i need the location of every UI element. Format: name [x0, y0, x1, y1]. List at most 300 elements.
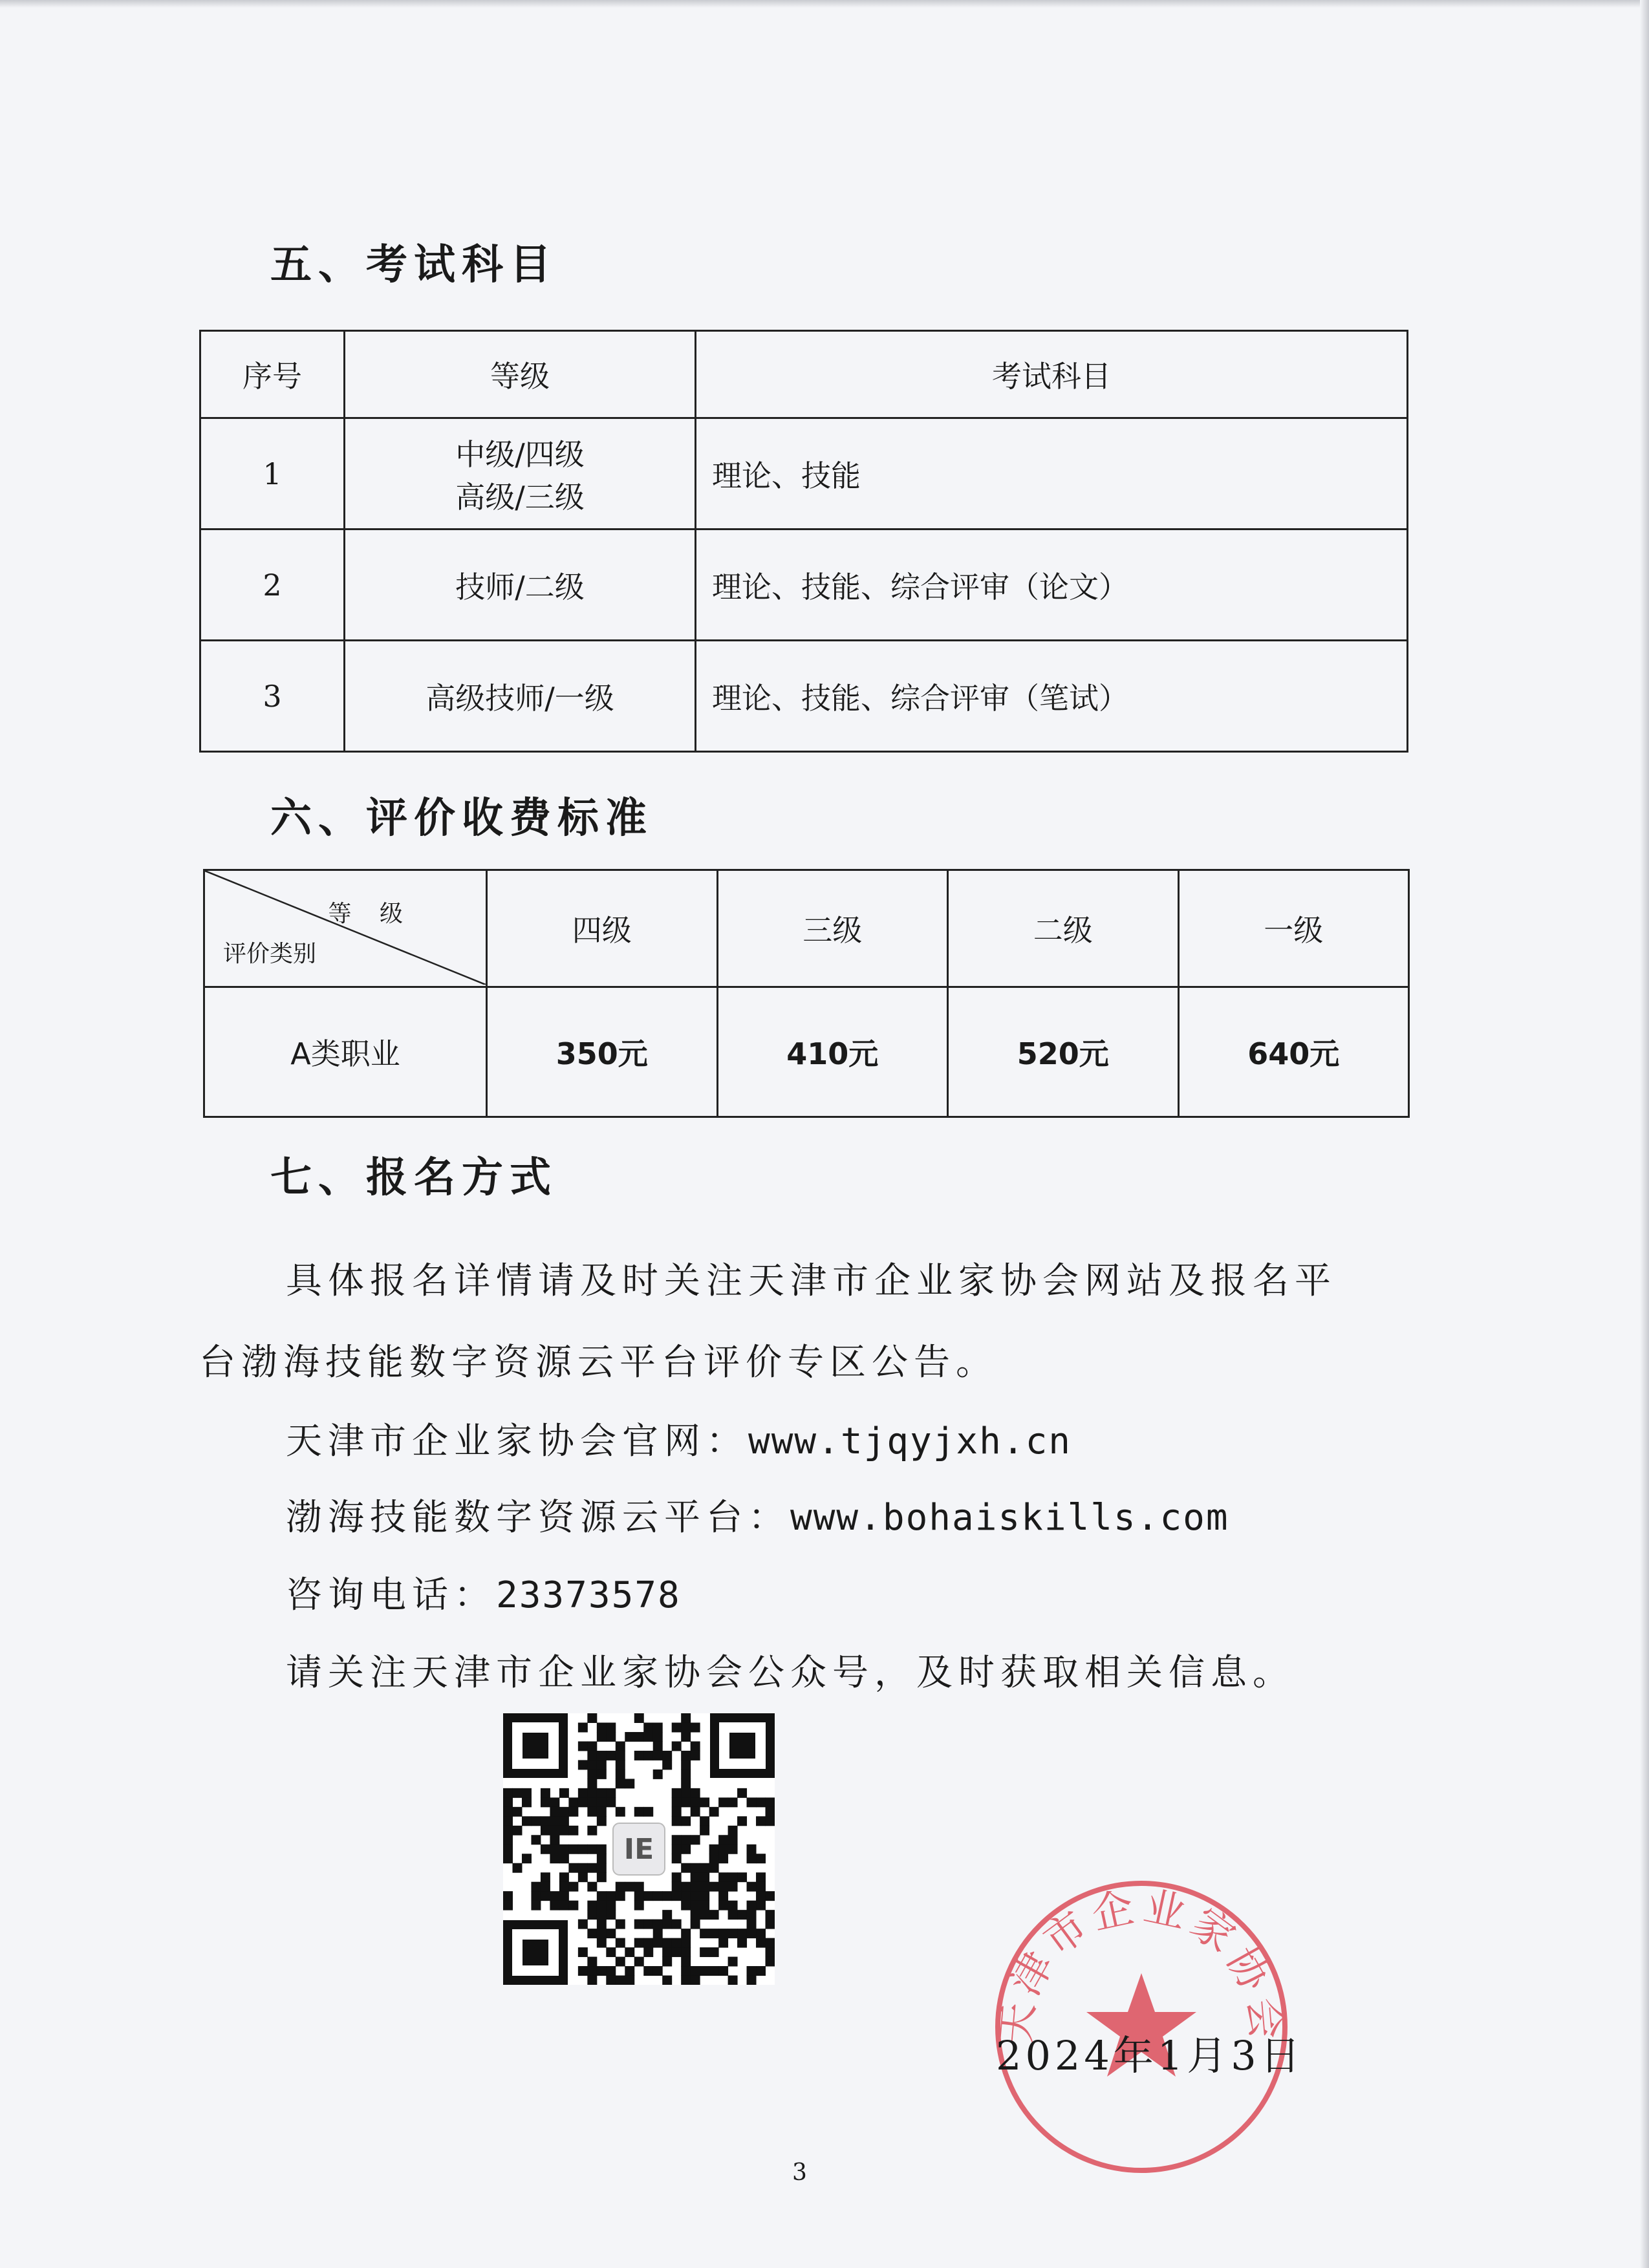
qr-module [662, 1957, 672, 1967]
qr-module [550, 1891, 559, 1901]
qr-module [616, 1741, 625, 1751]
qr-module [747, 1920, 757, 1929]
qr-module [681, 1816, 691, 1826]
qr-module [616, 1807, 625, 1817]
qr-module [756, 1854, 766, 1863]
phone-line [286, 1567, 681, 1618]
qr-module [578, 1788, 588, 1798]
qr-module [709, 1929, 719, 1938]
qr-module [531, 1835, 541, 1845]
qr-module [550, 1797, 559, 1807]
header-level-3: 三级 [717, 870, 948, 987]
qr-module [681, 1947, 691, 1957]
qr-module [681, 1797, 691, 1807]
qr-module [681, 1891, 691, 1901]
qr-module [578, 1966, 588, 1976]
registration-paragraph-line2: 台渤海技能数字资源云平台评价专区公告。 [199, 1342, 998, 1384]
qr-module [737, 1816, 747, 1826]
qr-module [568, 1845, 578, 1854]
qr-module [606, 1732, 616, 1742]
qr-module [522, 1788, 532, 1798]
qr-module [653, 1722, 663, 1732]
qr-module [625, 1966, 634, 1976]
qr-module [700, 1816, 709, 1826]
qr-module [728, 1797, 738, 1807]
qr-module [681, 1929, 691, 1938]
qr-module [766, 1920, 775, 1929]
qr-center-logo: IE [623, 1833, 654, 1866]
header-no: 序号 [200, 331, 345, 418]
qr-module [616, 1976, 625, 1985]
qr-module [503, 1797, 513, 1807]
qr-module [747, 1901, 757, 1910]
qr-module [728, 1882, 738, 1892]
qr-module [756, 1882, 766, 1892]
qr-module [653, 1732, 663, 1742]
qr-module [597, 1938, 607, 1948]
qr-module [634, 1807, 644, 1817]
table-row [204, 987, 1409, 1117]
qr-module [597, 1854, 607, 1863]
qr-module [634, 1957, 644, 1967]
platform-line [286, 1489, 1229, 1541]
qr-module [737, 1929, 747, 1938]
qr-module [606, 1976, 616, 1985]
qr-module [672, 1938, 682, 1948]
platform-label: 渤海技能数字资源云平台： [286, 1497, 790, 1539]
qr-module [681, 1770, 691, 1779]
qr-module [625, 1976, 634, 1985]
row-subjects: 理论、技能 [696, 418, 1408, 530]
qr-module [634, 1901, 644, 1910]
qr-module [766, 1947, 775, 1957]
qr-module [578, 1760, 588, 1770]
header-level-4: 四级 [487, 870, 718, 987]
qr-module [756, 1797, 766, 1807]
table-row [200, 641, 1408, 752]
qr-module [559, 1807, 569, 1817]
phone-label: 咨询电话： [286, 1574, 496, 1616]
qr-module [653, 1938, 663, 1948]
qr-module [578, 1797, 588, 1807]
qr-module [587, 1957, 597, 1967]
qr-module [587, 1976, 597, 1985]
qr-module [691, 1976, 700, 1985]
qr-module [597, 1966, 607, 1976]
qr-module [681, 1957, 691, 1967]
qr-module [681, 1713, 691, 1723]
qr-module [709, 1882, 719, 1892]
qr-module [512, 1807, 522, 1817]
qr-module [700, 1882, 709, 1892]
qr-module [587, 1882, 597, 1892]
row-no: 2 [200, 530, 345, 641]
qr-module [709, 1854, 719, 1863]
qr-module [578, 1920, 588, 1929]
qr-module [718, 1929, 728, 1938]
qr-module [691, 1882, 700, 1892]
qr-module [625, 1947, 634, 1957]
qr-module [662, 1760, 672, 1770]
row-category: A类职业 [204, 987, 487, 1117]
qr-module [672, 1854, 682, 1863]
qr-module [606, 1966, 616, 1976]
qr-module [522, 1816, 532, 1826]
qr-module [522, 1797, 532, 1807]
row-no: 1 [200, 418, 345, 530]
qr-module [691, 1722, 700, 1732]
scan-edge-right [1640, 0, 1649, 2268]
qr-module [559, 1845, 569, 1854]
qr-module [559, 1891, 569, 1901]
row-level: 技师/二级 [345, 530, 696, 641]
qr-module [634, 1882, 644, 1892]
qr-module [691, 1920, 700, 1929]
qr-module [718, 1938, 728, 1948]
qr-module [747, 1882, 757, 1892]
qr-module [747, 1910, 757, 1920]
qr-module [503, 1835, 513, 1845]
qr-module [587, 1863, 597, 1873]
qr-module [672, 1845, 682, 1854]
qr-module [737, 1788, 747, 1798]
qr-module [662, 1910, 672, 1920]
qr-module [606, 1891, 616, 1901]
qr-module [747, 1966, 757, 1976]
row-level: 高级技师/一级 [345, 641, 696, 752]
qr-module [681, 1863, 691, 1873]
qr-module [728, 1826, 738, 1835]
qr-module [634, 1751, 644, 1760]
qr-module [681, 1760, 691, 1770]
qr-module [681, 1751, 691, 1760]
qr-module [616, 1770, 625, 1779]
qr-module [691, 1891, 700, 1901]
qr-module [597, 1910, 607, 1920]
row-subjects: 理论、技能、综合评审（笔试） [696, 641, 1408, 752]
qr-module [625, 1779, 634, 1788]
qr-module [700, 1826, 709, 1835]
qr-module [531, 1816, 541, 1826]
qr-module [568, 1882, 578, 1892]
qr-module [691, 1872, 700, 1882]
qr-module [587, 1760, 597, 1770]
qr-module [672, 1872, 682, 1882]
website-line [286, 1413, 1072, 1464]
qr-module [709, 1947, 719, 1957]
qr-module [587, 1807, 597, 1817]
qr-module [653, 1929, 663, 1938]
qr-module [653, 1966, 663, 1976]
qr-module [662, 1976, 672, 1985]
qr-module [550, 1854, 559, 1863]
qr-module [578, 1947, 588, 1957]
scan-edge-top [0, 0, 1649, 8]
qr-module [718, 1835, 728, 1845]
qr-module [691, 1751, 700, 1760]
section6-heading: 六、评价收费标准 [270, 795, 653, 842]
qr-module [643, 1947, 653, 1957]
qr-module [766, 1891, 775, 1901]
qr-module [541, 1872, 550, 1882]
qr-module [747, 1845, 757, 1854]
qr-module [700, 1910, 709, 1920]
qr-module [597, 1929, 607, 1938]
qr-module [568, 1807, 578, 1817]
qr-module [559, 1826, 569, 1835]
qr-module [718, 1797, 728, 1807]
qr-module [653, 1891, 663, 1901]
qr-module [587, 1797, 597, 1807]
header-level-2: 二级 [948, 870, 1179, 987]
qr-module [606, 1788, 616, 1798]
qr-module [550, 1835, 559, 1845]
qr-module [672, 1797, 682, 1807]
qr-module [541, 1882, 550, 1892]
qr-module [578, 1722, 588, 1732]
qr-module [681, 1788, 691, 1798]
qr-module [709, 1845, 719, 1854]
qr-module [597, 1891, 607, 1901]
qr-module [700, 1872, 709, 1882]
qr-module [578, 1872, 588, 1882]
qr-module [672, 1882, 682, 1892]
row-no: 3 [200, 641, 345, 752]
qr-module [747, 1854, 757, 1863]
qr-module [728, 1835, 738, 1845]
diagonal-corner-cell [204, 870, 487, 987]
qr-module [550, 1826, 559, 1835]
qr-module [756, 1929, 766, 1938]
qr-module [700, 1929, 709, 1938]
qr-module [597, 1807, 607, 1817]
qr-module [606, 1722, 616, 1732]
corner-level-label: 等 级 [328, 901, 413, 927]
qr-module [728, 1910, 738, 1920]
qr-module [643, 1807, 653, 1817]
qr-module [672, 1807, 682, 1817]
qr-module [672, 1788, 682, 1798]
qr-module [653, 1751, 663, 1760]
qr-module [672, 1947, 682, 1957]
exam-subjects-table [199, 330, 1408, 753]
qr-module [709, 1966, 719, 1976]
qr-module [728, 1929, 738, 1938]
qr-module [643, 1966, 653, 1976]
qr-module [597, 1732, 607, 1742]
qr-module [606, 1751, 616, 1760]
qr-module [766, 1816, 775, 1826]
qr-module [643, 1751, 653, 1760]
qr-module [597, 1751, 607, 1760]
qr-module [541, 1845, 550, 1854]
qr-module [550, 1816, 559, 1826]
follow-note: 请关注天津市企业家协会公众号，及时获取相关信息。 [286, 1652, 1295, 1694]
qr-module [616, 1779, 625, 1788]
qr-module [718, 1872, 728, 1882]
website-url: www.tjqyjxh.cn [748, 1420, 1072, 1462]
qr-module [709, 1807, 719, 1817]
qr-module [568, 1863, 578, 1873]
qr-module [559, 1901, 569, 1910]
qr-module [756, 1966, 766, 1976]
qr-module [691, 1910, 700, 1920]
qr-module [718, 1845, 728, 1854]
section5-heading: 五、考试科目 [270, 241, 557, 289]
qr-module [531, 1891, 541, 1901]
qr-module [616, 1938, 625, 1948]
document-date: 2024年1月3日 [996, 2032, 1304, 2079]
qr-module [616, 1751, 625, 1760]
qr-module [597, 1760, 607, 1770]
qr-module [606, 1910, 616, 1920]
qr-module [718, 1891, 728, 1901]
qr-module [766, 1910, 775, 1920]
qr-module [747, 1976, 757, 1985]
qr-module [634, 1938, 644, 1948]
page-number: 3 [792, 2159, 807, 2186]
qr-module [681, 1845, 691, 1854]
phone-number: 23373578 [496, 1574, 681, 1616]
qr-module [766, 1807, 775, 1817]
qr-module [691, 1807, 700, 1817]
qr-module [550, 1901, 559, 1910]
qr-module [672, 1835, 682, 1845]
qr-module [559, 1872, 569, 1882]
qr-module [541, 1788, 550, 1798]
qr-module [587, 1788, 597, 1798]
qr-module [756, 1872, 766, 1882]
qr-module [512, 1826, 522, 1835]
qr-module [756, 1891, 766, 1901]
qr-module [700, 1863, 709, 1873]
qr-module [606, 1797, 616, 1807]
qr-module [587, 1713, 597, 1723]
qr-module [587, 1779, 597, 1788]
seal-text: 天津市企业家协会 [992, 1883, 1291, 2046]
qr-module [587, 1901, 597, 1910]
qr-module [653, 1741, 663, 1751]
qr-module [587, 1770, 597, 1779]
table-header-row [200, 331, 1408, 418]
qr-module [616, 1891, 625, 1901]
qr-module [616, 1957, 625, 1967]
qr-module [512, 1863, 522, 1873]
qr-module [503, 1816, 513, 1826]
qr-module [616, 1760, 625, 1770]
qr-module [606, 1901, 616, 1910]
qr-module [503, 1788, 513, 1798]
qr-module [578, 1845, 588, 1854]
qr-module [709, 1910, 719, 1920]
qr-module [587, 1966, 597, 1976]
qr-module [756, 1816, 766, 1826]
qr-module [597, 1863, 607, 1873]
qr-module [597, 1920, 607, 1929]
qr-module [737, 1938, 747, 1948]
qr-module [700, 1901, 709, 1910]
qr-module [634, 1732, 644, 1742]
qr-module [522, 1854, 532, 1863]
qr-module [634, 1920, 644, 1929]
qr-module [643, 1891, 653, 1901]
qr-module [587, 1845, 597, 1854]
qr-module [681, 1901, 691, 1910]
qr-module [672, 1816, 682, 1826]
qr-module [503, 1807, 513, 1817]
qr-module [662, 1938, 672, 1948]
qr-module [709, 1863, 719, 1873]
qr-module [681, 1882, 691, 1892]
qr-module [587, 1751, 597, 1760]
qr-module [559, 1788, 569, 1798]
qr-module [681, 1976, 691, 1985]
table-row [200, 418, 1408, 530]
row-level [345, 418, 696, 530]
qr-module [616, 1882, 625, 1892]
fee-standard-table [203, 869, 1410, 1118]
qr-module [737, 1872, 747, 1882]
registration-paragraph-line1: 具体报名详情请及时关注天津市企业家协会网站及报名平 [286, 1260, 1337, 1302]
qr-module [672, 1920, 682, 1929]
qr-module [597, 1901, 607, 1910]
qr-module [578, 1863, 588, 1873]
qr-module [541, 1891, 550, 1901]
header-subjects: 考试科目 [696, 331, 1408, 418]
section7-heading: 七、报名方式 [270, 1154, 557, 1202]
qr-module [587, 1929, 597, 1938]
qr-module [541, 1816, 550, 1826]
qr-module [616, 1920, 625, 1929]
qr-module [597, 1797, 607, 1807]
qr-module [700, 1891, 709, 1901]
qr-module [643, 1732, 653, 1742]
qr-module [718, 1882, 728, 1892]
qr-module [672, 1891, 682, 1901]
qr-module [672, 1722, 682, 1732]
qr-module [756, 1938, 766, 1948]
row-level-line1: 中级/四级 [455, 436, 585, 472]
qr-module [568, 1901, 578, 1910]
qr-module [728, 1976, 738, 1985]
qr-module [587, 1910, 597, 1920]
qr-module [597, 1788, 607, 1798]
table-header-row [204, 870, 1409, 987]
qr-module [625, 1732, 634, 1742]
qr-module [756, 1901, 766, 1910]
qr-module [643, 1938, 653, 1948]
qr-module [587, 1826, 597, 1835]
qr-module [681, 1966, 691, 1976]
qr-module [503, 1826, 513, 1835]
qr-module [634, 1891, 644, 1901]
corner-category-label: 评价类别 [223, 941, 317, 967]
qr-module [643, 1722, 653, 1732]
qr-module [559, 1854, 569, 1863]
fee-level-3: 410元 [717, 987, 948, 1117]
qr-module [578, 1741, 588, 1751]
qr-module [662, 1920, 672, 1929]
qr-module [681, 1732, 691, 1742]
qr-module [653, 1770, 663, 1779]
qr-module [531, 1901, 541, 1910]
qr-module [747, 1797, 757, 1807]
qr-module [512, 1788, 522, 1798]
qr-module [559, 1816, 569, 1826]
qr-module [541, 1826, 550, 1835]
platform-url: www.bohaiskills.com [790, 1497, 1229, 1539]
qr-module [728, 1845, 738, 1854]
